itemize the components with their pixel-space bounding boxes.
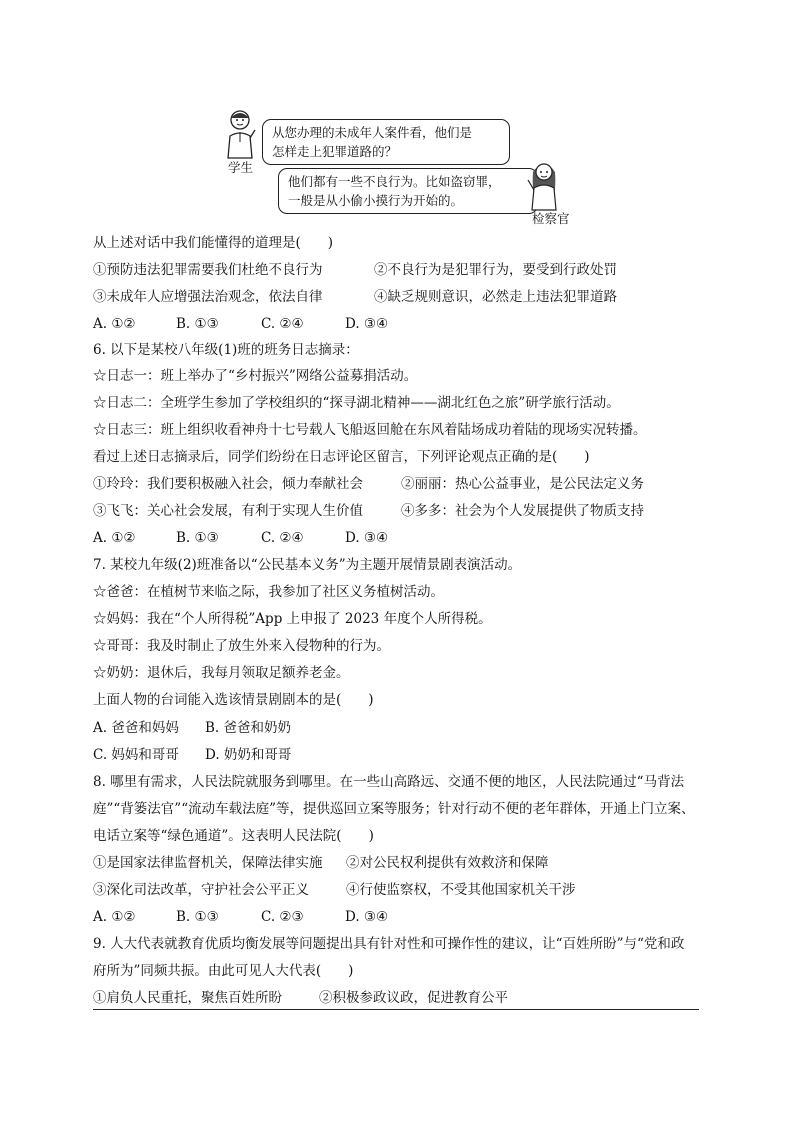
q5-statement-1: ①预防违法犯罪需要我们杜绝不良行为	[93, 262, 323, 278]
q9-statement-2: ②积极参政议政，促进教育公平	[319, 990, 508, 1006]
q5-statement-3: ③未成年人应增强法治观念，依法自律	[93, 289, 323, 305]
prosecutor-label: 检察官	[532, 211, 570, 226]
q5-option-d[interactable]: D. ③④	[345, 316, 389, 332]
q8-option-d[interactable]: D. ③④	[345, 909, 389, 925]
q5-option-c[interactable]: C. ②④	[261, 316, 304, 332]
q8-stem-line-2: 庭”“背篓法官”“流动车载法庭”等，提供巡回立案等服务；针对行动不便的老年群体，开通上门立案、	[93, 801, 695, 817]
q7-option-c[interactable]: C. 妈妈和哥哥	[93, 747, 179, 763]
student-line-2: 怎样走上犯罪道路的？	[272, 144, 398, 159]
q8-option-c[interactable]: C. ②③	[261, 909, 304, 925]
q6-option-d[interactable]: D. ③④	[345, 530, 389, 546]
q6-statements-row-1	[93, 474, 644, 494]
q6-stem: 6. 以下是某校八年级(1)班的班务日志摘录：	[93, 342, 359, 358]
q7-line-mom: ☆妈妈：我在“个人所得税”App 上申报了 2023 年度个人所得税。	[93, 611, 492, 627]
q6-statement-1: ①玲玲：我们要积极融入社会，倾力奉献社会	[93, 476, 363, 492]
q9-stem-line-2: 府所为”同频共振。由此可见人大代表( )	[93, 963, 354, 979]
student-figure-icon	[222, 108, 258, 160]
q8-statements-row-2	[93, 880, 576, 900]
q6-option-c[interactable]: C. ②④	[261, 530, 304, 546]
q5-statement-4: ④缺乏规则意识，必然走上违法犯罪道路	[374, 289, 617, 305]
q6-statement-4: ④多多：社会为个人发展提供了物质支持	[401, 503, 644, 519]
q6-statements-row-2	[93, 501, 644, 521]
q8-statements-row-1	[93, 853, 549, 873]
q7-line-grandma: ☆奶奶：退休后，我每月领取足额养老金。	[93, 665, 350, 681]
student-speech-bubble	[262, 119, 510, 165]
q8-statement-4: ④行使监察权，不受其他国家机关干涉	[346, 882, 576, 898]
q7-option-a[interactable]: A. 爸爸和妈妈	[93, 720, 179, 736]
q8-option-b[interactable]: B. ①③	[176, 909, 219, 925]
q5-option-a[interactable]: A. ①②	[93, 316, 136, 332]
student-label: 学生	[228, 160, 254, 175]
q6-option-a[interactable]: A. ①②	[93, 530, 136, 546]
q8-statement-2: ②对公民权利提供有效救济和保障	[346, 855, 549, 871]
q7-prompt: 上面人物的台词能入选该情景剧剧本的是( )	[93, 692, 374, 708]
q7-stem: 7. 某校九年级(2)班准备以“公民基本义务”为主题开展情景剧表演活动。	[93, 557, 522, 573]
q7-line-brother: ☆哥哥：我及时制止了放生外来入侵物种的行为。	[93, 638, 390, 654]
q5-stem: 从上述对话中我们能懂得的道理是( )	[93, 235, 334, 251]
dialogue-comic	[0, 0, 794, 232]
prosecutor-line-1: 他们都有一些不良行为。比如盗窃罪，	[288, 174, 501, 189]
prosecutor-speech-bubble	[278, 168, 538, 214]
q6-log-2: ☆日志二：全班学生参加了学校组织的“探寻湖北精神——湖北红色之旅”研学旅行活动。	[93, 395, 620, 411]
q9-statements-row-1	[93, 988, 508, 1008]
q6-statement-2: ②丽丽：热心公益事业，是公民法定义务	[401, 476, 644, 492]
page-bottom-rule	[93, 1009, 699, 1010]
q8-statement-1: ①是国家法律监督机关，保障法律实施	[93, 855, 323, 871]
q7-line-dad: ☆爸爸：在植树节来临之际，我参加了社区义务植树活动。	[93, 584, 444, 600]
q8-statement-3: ③深化司法改革，守护社会公平正义	[93, 882, 309, 898]
prosecutor-figure-icon	[524, 158, 564, 212]
q7-option-b[interactable]: B. 爸爸和奶奶	[205, 720, 292, 736]
q6-log-3: ☆日志三：班上组织收看神舟十七号载人飞船返回舱在东风着陆场成功着陆的现场实况转播。	[93, 422, 647, 438]
q5-statements-row-1	[93, 260, 617, 280]
q5-statement-2: ②不良行为是犯罪行为，要受到行政处罚	[374, 262, 617, 278]
q6-statement-3: ③飞飞：关心社会发展，有利于实现人生价值	[93, 503, 363, 519]
q8-stem-line-1: 8. 哪里有需求，人民法院就服务到哪里。在一些山高路远、交通不便的地区，人民法院通过“马背法	[93, 774, 685, 790]
student-line-1: 从您办理的未成年人案件看，他们是	[272, 125, 473, 140]
q9-stem-line-1: 9. 人大代表就教育优质均衡发展等问题提出具有针对性和可操作性的建议，让“百姓所盼”与“党和政	[93, 936, 685, 952]
q8-stem-line-3: 电话立案等“绿色通道”。这表明人民法院( )	[93, 828, 374, 844]
q7-option-d[interactable]: D. 奶奶和哥哥	[205, 747, 292, 763]
q6-prompt: 看过上述日志摘录后，同学们纷纷在日志评论区留言，下列评论观点正确的是( )	[93, 449, 590, 465]
q5-statements-row-2	[93, 287, 617, 307]
q9-statement-1: ①肩负人民重托，聚焦百姓所盼	[93, 990, 282, 1006]
q5-option-b[interactable]: B. ①③	[176, 316, 219, 332]
q8-option-a[interactable]: A. ①②	[93, 909, 136, 925]
prosecutor-line-2: 一般是从小偷小摸行为开始的。	[288, 193, 464, 208]
q6-option-b[interactable]: B. ①③	[176, 530, 219, 546]
q6-log-1: ☆日志一：班上举办了“乡村振兴”网络公益募捐活动。	[93, 368, 418, 384]
